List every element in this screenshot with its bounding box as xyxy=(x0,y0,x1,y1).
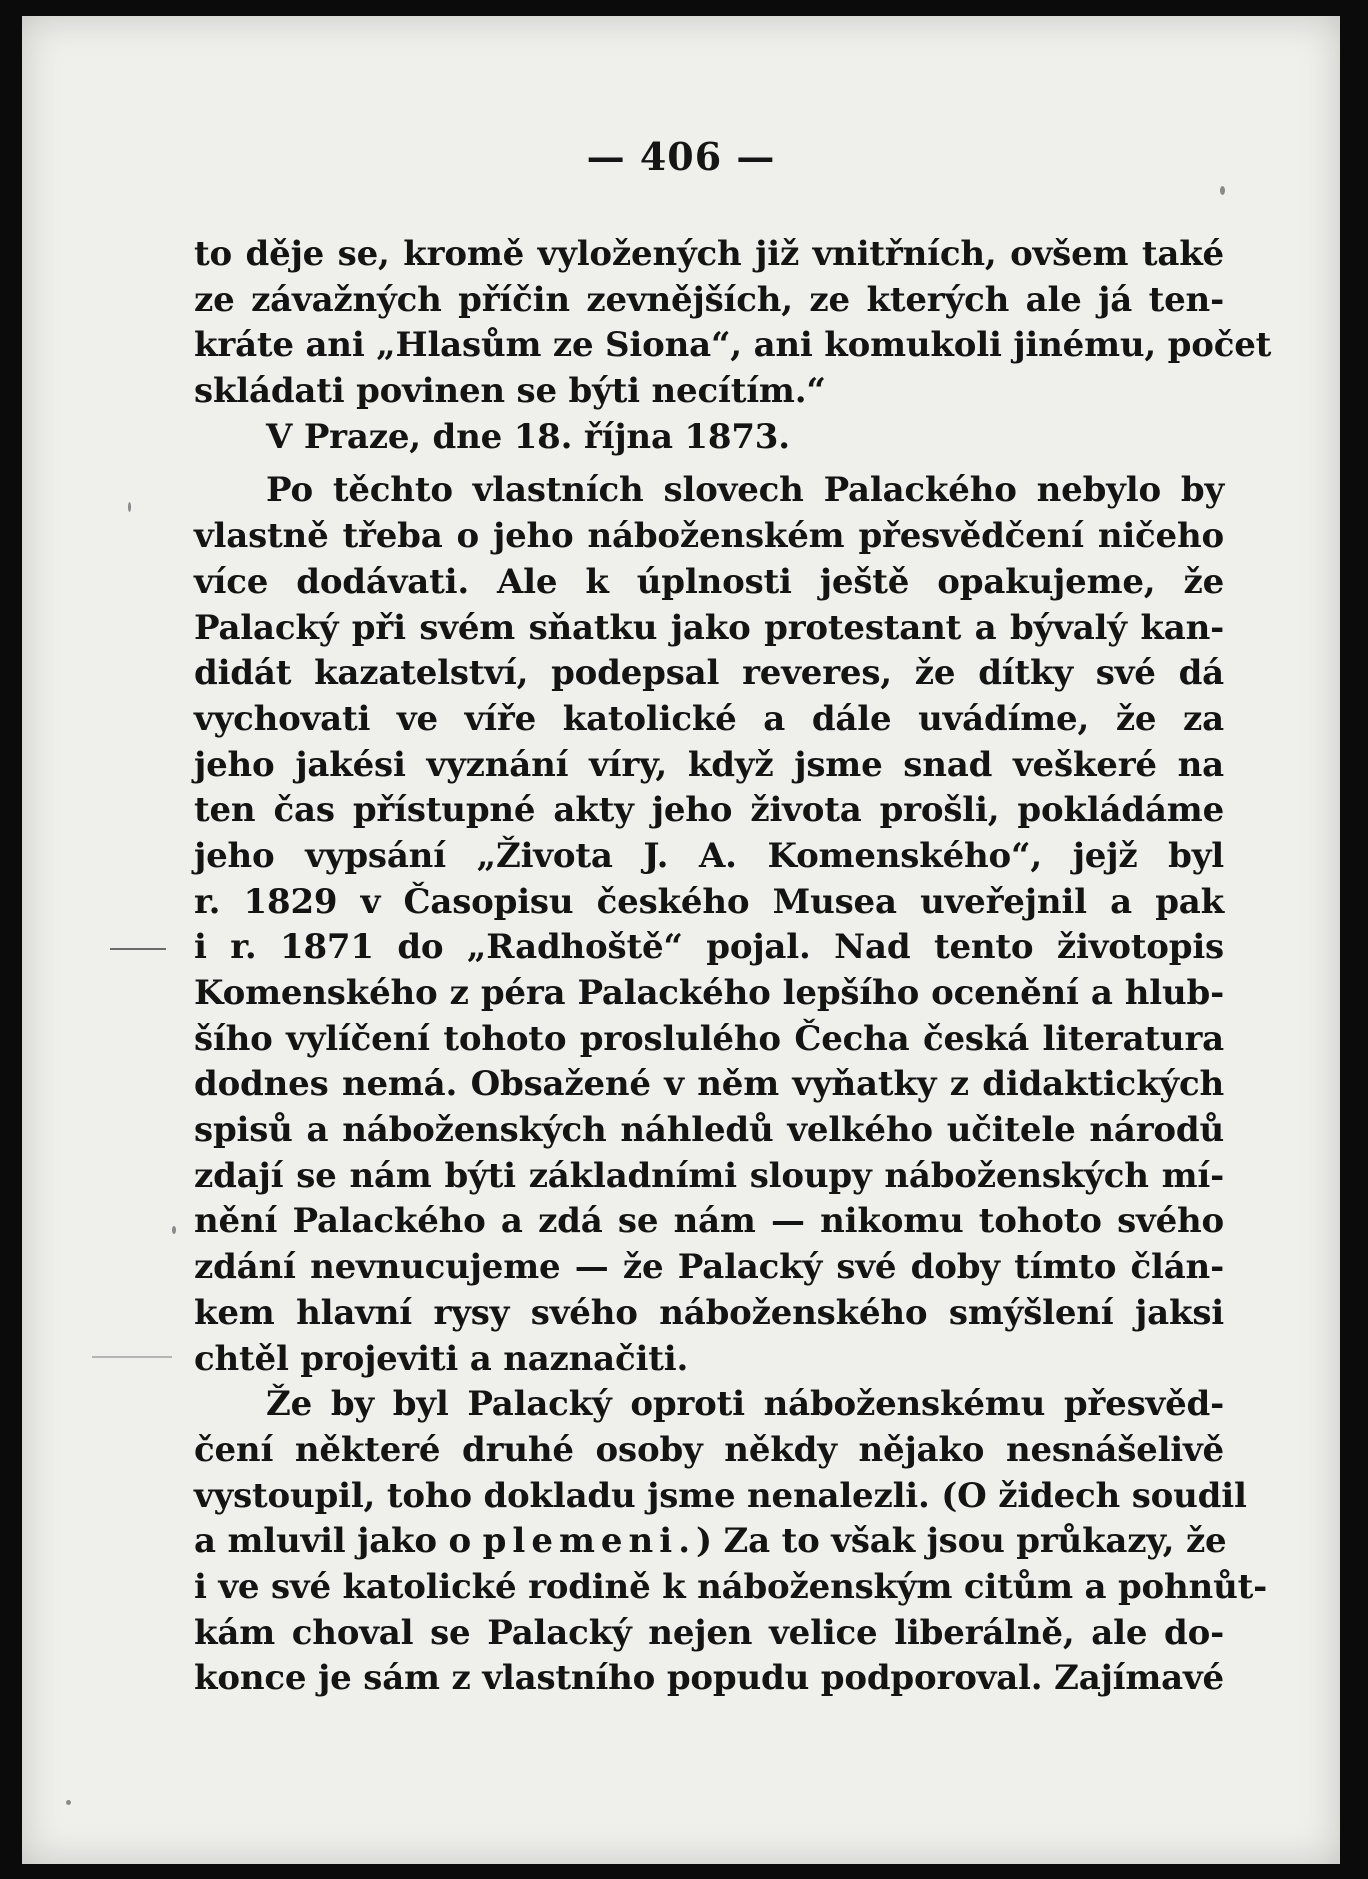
text-line: Že by byl Palacký oproti náboženskému přesvěd- xyxy=(266,1384,1224,1425)
text-line: zdání nevnucujeme — že Palacký své doby tímto člán- xyxy=(194,1247,1224,1288)
text-line: r. 1829 v Časopisu českého Musea uveřejnil a pak xyxy=(194,881,1224,922)
text-line: kráte ani „Hlasům ze Siona“, ani komukoli jinému, počet xyxy=(194,325,1272,366)
text-line: ten čas přístupné akty jeho života prošli, pokládáme xyxy=(194,790,1224,831)
text-line: Palacký při svém sňatku jako protestant a bývalý kan- xyxy=(194,607,1224,648)
text-line: konce je sám z vlastního popudu podporoval. Zajímavé xyxy=(194,1658,1224,1699)
text-line: i r. 1871 do „Radhoště“ pojal. Nad tento životopis xyxy=(194,927,1224,968)
paper-speck xyxy=(172,1226,176,1234)
page-number: — 406 — xyxy=(586,134,776,179)
text-line: skládati povinen se býti necítím.“ xyxy=(194,371,826,412)
date-line: V Praze, dne 18. října 1873. xyxy=(266,416,790,457)
margin-mark xyxy=(110,948,166,950)
text-line: spisů a náboženských náhledů velkého učitele národů xyxy=(194,1110,1224,1151)
paragraph-gap xyxy=(194,460,1224,468)
text-line: více dodávati. Ale k úplnosti ještě opakujeme, že xyxy=(194,561,1224,602)
text-line: vychovati ve víře katolické a dále uvádíme, že za xyxy=(194,698,1224,739)
body-text xyxy=(194,232,1272,1702)
paper-speck xyxy=(66,1800,71,1805)
text-line: vlastně třeba o jeho náboženském přesvědčení ničeho xyxy=(194,516,1224,557)
text-line: to děje se, kromě vyložených již vnitřních, ovšem také xyxy=(194,234,1224,274)
text-line: kám choval se Palacký nejen velice liberálně, ale do- xyxy=(194,1612,1224,1653)
paper-speck xyxy=(1220,186,1225,195)
book-page xyxy=(22,16,1340,1864)
text-line: i ve své katolické rodině k náboženským citům a pohnůt- xyxy=(194,1566,1268,1607)
spaced-emphasis: plemeni. xyxy=(482,1521,697,1562)
text-fragment: a mluvil jako o xyxy=(194,1521,483,1562)
paper-speck xyxy=(128,502,131,512)
text-line: jeho jakési vyznání víry, když jsme snad veškeré na xyxy=(194,744,1224,785)
text-line: chtěl projeviti a naznačiti. xyxy=(194,1338,689,1379)
text-line: vystoupil, toho dokladu jsme nenalezli. (O židech soudil xyxy=(194,1475,1247,1516)
text-line: dodnes nemá. Obsažené v něm vyňatky z didaktických xyxy=(194,1064,1224,1105)
text-line: čení některé druhé osoby někdy nějako nesnášelivě xyxy=(194,1429,1224,1470)
text-line: nění Palackého a zdá se nám — nikomu tohoto svého xyxy=(194,1201,1224,1242)
margin-mark xyxy=(92,1356,172,1358)
text-line xyxy=(194,1519,1227,1565)
text-line: Po těchto vlastních slovech Palackého nebylo by xyxy=(266,470,1224,511)
text-fragment: ) Za to však jsou průkazy, že xyxy=(696,1521,1227,1562)
text-line: Komenského z péra Palackého lepšího ocenění a hlub- xyxy=(194,973,1224,1013)
text-line: didát kazatelství, podepsal reveres, že dítky své dá xyxy=(194,653,1224,694)
text-line: šího vylíčení tohoto proslulého Čecha česká literatura xyxy=(194,1018,1224,1059)
text-line: zdají se nám býti základními sloupy náboženských mí- xyxy=(194,1155,1224,1196)
text-line: ze závažných příčin zevnějších, ze kterých ale já ten- xyxy=(194,279,1224,320)
text-line: jeho vypsání „Života J. A. Komenského“, jejž byl xyxy=(194,835,1224,876)
text-line: kem hlavní rysy svého náboženského smýšlení jaksi xyxy=(194,1292,1224,1333)
